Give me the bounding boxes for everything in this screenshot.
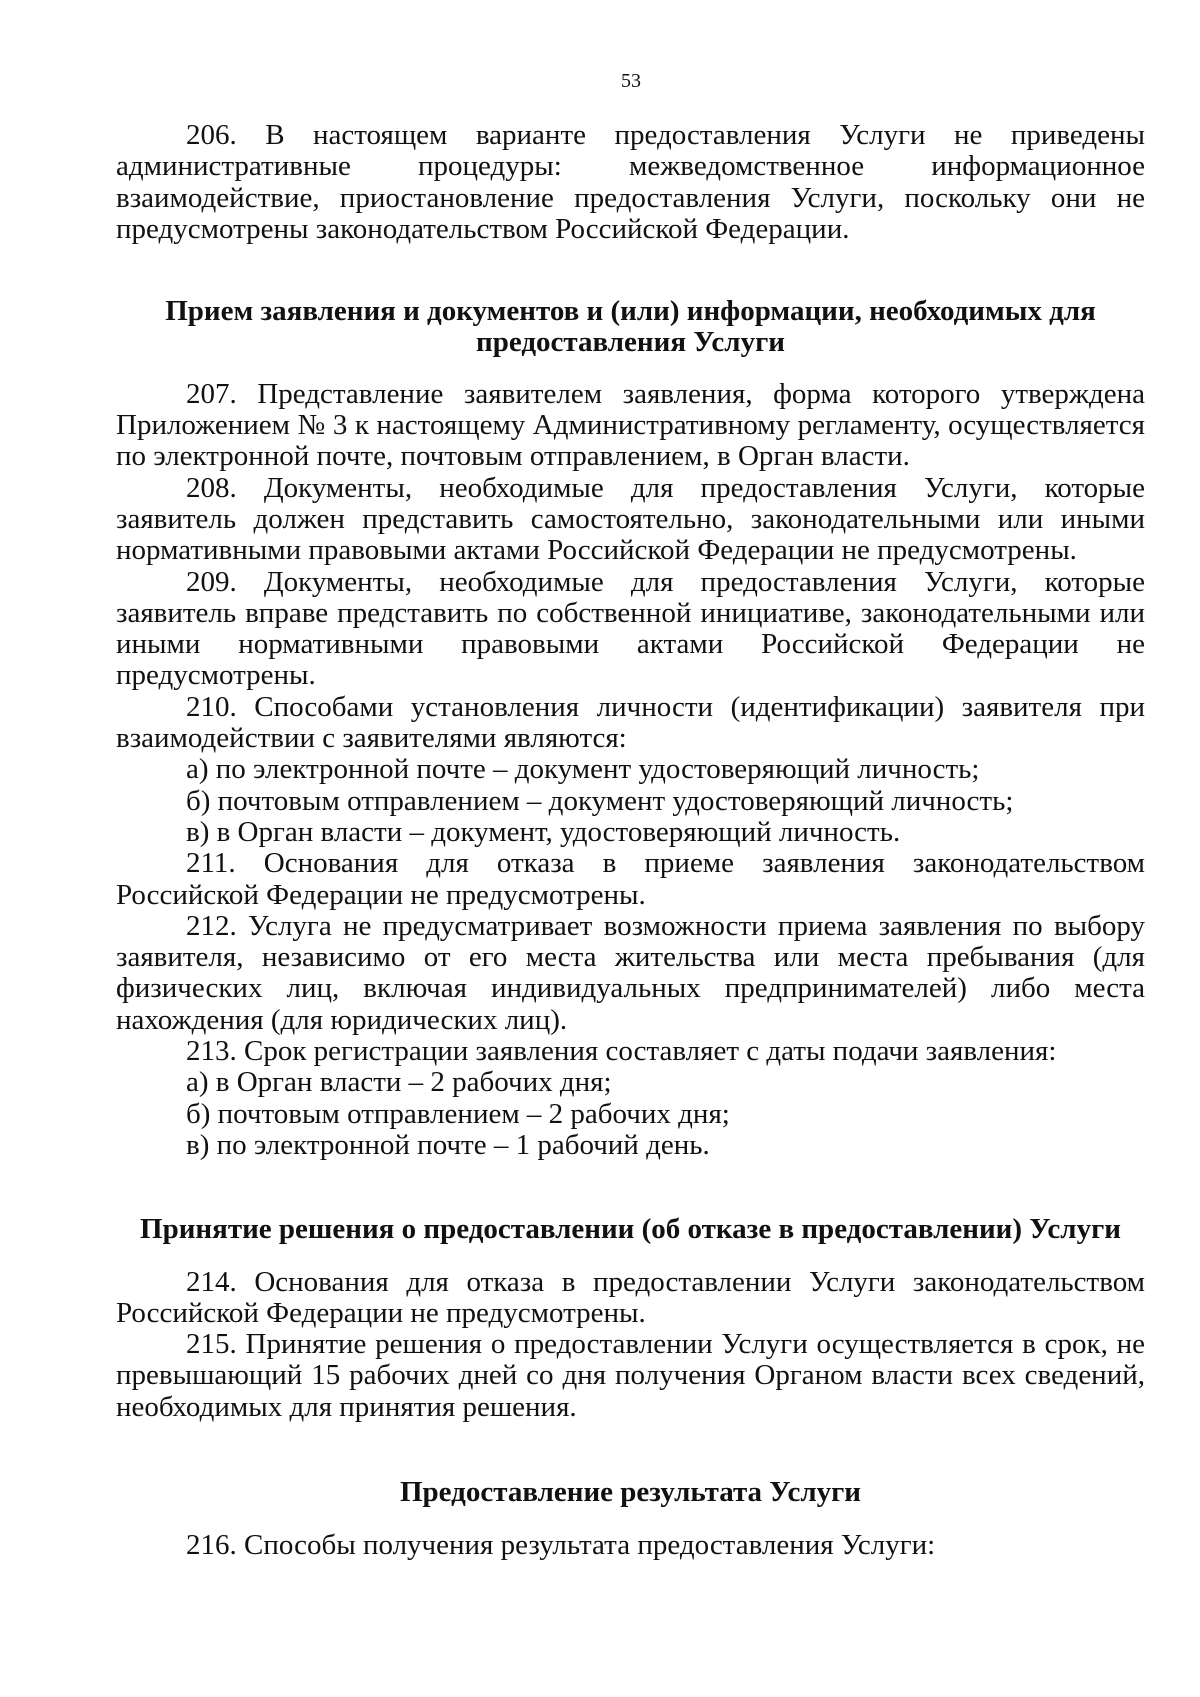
- list-item-213a: а) в Орган власти – 2 рабочих дня;: [186, 1066, 612, 1099]
- list-item-210c: в) в Орган власти – документ, удостоверяющий личность.: [186, 815, 901, 848]
- paragraph-212: 212. Услуга не предусматривает возможности приема заявления по выбору заявителя, независимо от его места жительства или места пребывания (для физических лиц, включая индивидуальных предпринимателей) либо места нахождения (для юридических лиц).: [116, 909, 1145, 1036]
- paragraph-208: 208. Документы, необходимые для предоставления Услуги, которые заявитель должен представить самостоятельно, законодательными или иными нормативными правовыми актами Российской Федерации не предусмотрены.: [116, 471, 1145, 567]
- paragraph-215: 215. Принятие решения о предоставлении Услуги осуществляется в срок, не превышающий 15 рабочих дней со дня получения Органом власти всех сведений, необходимых для принятия решения.: [116, 1328, 1145, 1423]
- section-heading-predostavlenie: Предоставление результата Услуги: [400, 1475, 861, 1508]
- section-heading-priem: Прием заявления и документов и (или) информации, необходимых для предоставления Услуги: [165, 295, 1096, 359]
- page-number: 53: [621, 70, 641, 92]
- paragraph-206: 206. В настоящем варианте предоставления Услуги не приведены административные процедуры: межведомственное информационное взаимодействие, приостановление предоставления Услуги, поскольку они не предусмотрены законодательством Российской Федерации.: [116, 119, 1145, 245]
- list-item-210b: б) почтовым отправлением – документ удостоверяющий личность;: [186, 784, 1014, 817]
- paragraph-211: 211. Основания для отказа в приеме заявления законодательством Российской Федерации не предусмотрены.: [116, 847, 1145, 911]
- document-body: [116, 120, 1145, 1562]
- paragraph-207: 207. Представление заявителем заявления, форма которого утверждена Приложением № 3 к настоящему Административному регламенту, осуществляется по электронной почте, почтовым отправлением, в Орган власти.: [116, 377, 1145, 473]
- section-heading-prinyatie: Принятие решения о предоставлении (об отказе в предоставлении) Услуги: [140, 1213, 1121, 1246]
- paragraph-216: 216. Способы получения результата предоставления Услуги:: [186, 1529, 936, 1562]
- paragraph-213: 213. Срок регистрации заявления составляет с даты подачи заявления:: [186, 1035, 1057, 1068]
- list-item-213c: в) по электронной почте – 1 рабочий день.: [186, 1128, 710, 1161]
- paragraph-210: 210. Способами установления личности (идентификации) заявителя при взаимодействии с заявителями являются:: [116, 690, 1145, 755]
- list-item-213b: б) почтовым отправлением – 2 рабочих дня;: [186, 1097, 730, 1130]
- paragraph-209: 209. Документы, необходимые для предоставления Услуги, которые заявитель вправе представить по собственной инициативе, законодательными или иными нормативными правовыми актами Российской Федерации не предусмотрены.: [116, 565, 1145, 692]
- list-item-210a: а) по электронной почте – документ удостоверяющий личность;: [186, 753, 980, 786]
- paragraph-214: 214. Основания для отказа в предоставлении Услуги законодательством Российской Федерации не предусмотрены.: [116, 1265, 1145, 1329]
